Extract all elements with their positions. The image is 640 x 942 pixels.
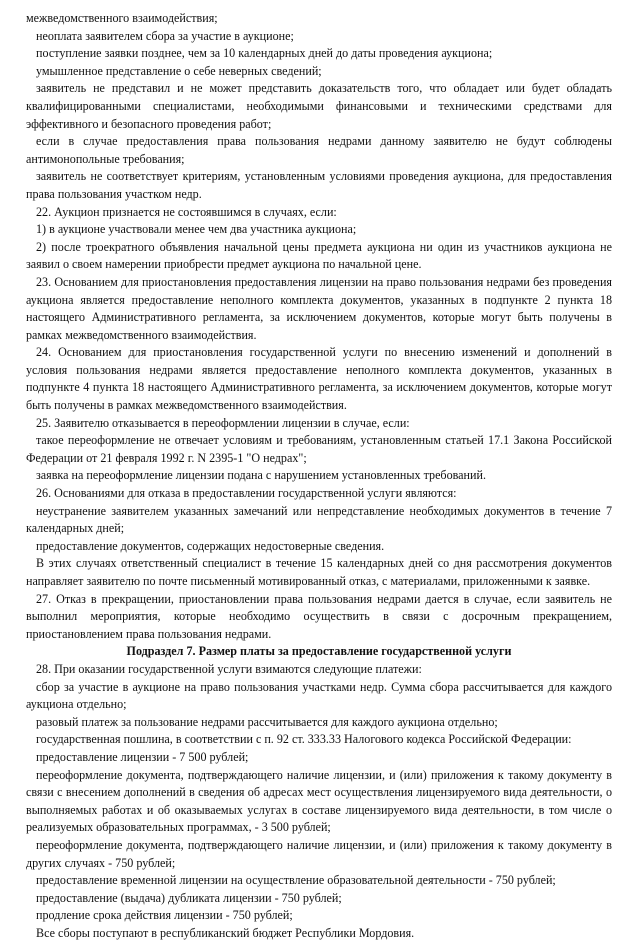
paragraph: 27. Отказ в прекращении, приостановлении права пользования недрами дается в случае, если заявитель не выполнил мероприятия, которые необходимо осуществить в связи с досрочным прекращением, приостановлением права пользования недрами. bbox=[26, 591, 612, 641]
paragraph: 1) в аукционе участвовали менее чем два участника аукциона; bbox=[36, 222, 357, 237]
paragraph: заявитель не представил и не может представить доказательств того, что обладает или будет обладать квалифицированными специалистами, необходимыми финансовыми и техническими средствами для эффективного и безопасного проведения работ; bbox=[26, 81, 612, 131]
paragraph: предоставление документов, содержащих недостоверные сведения. bbox=[36, 538, 385, 553]
paragraph: такое переоформление не отвечает условиям и требованиям, установленным статьей 17.1 Закона Российской Федерации от 21 февраля 1992 г. N 2395-1 "О недрах"; bbox=[26, 433, 612, 465]
paragraph: заявитель не соответствует критериям, установленным условиями проведения аукциона, для предоставления права пользования участком недр. bbox=[26, 169, 612, 201]
paragraph: предоставление (выдача) дубликата лицензии - 750 рублей; bbox=[36, 890, 342, 905]
paragraph: неустранение заявителем указанных замечаний или непредставление необходимых документов в течение 7 календарных дней; bbox=[26, 503, 612, 536]
paragraph: государственная пошлина, в соответствии с п. 92 ст. 333.33 Налогового кодекса Российской Федерации: bbox=[36, 732, 572, 747]
paragraph: продление срока действия лицензии - 750 рублей; bbox=[36, 908, 293, 923]
paragraph: межведомственного взаимодействия; bbox=[26, 11, 218, 25]
paragraph: предоставление временной лицензии на осуществление образовательной деятельности - 750 рублей; bbox=[36, 873, 556, 888]
paragraph: В этих случаях ответственный специалист в течение 15 календарных дней со дня рассмотрения документов направляет заявителю по почте письменный мотивированный отказ, с материалами, приложенными к заявке. bbox=[26, 556, 612, 588]
paragraph: неоплата заявителем сбора за участие в аукционе; bbox=[36, 28, 294, 43]
paragraph: предоставление лицензии - 7 500 рублей; bbox=[36, 749, 249, 764]
paragraph: Все сборы поступают в республиканский бюджет Республики Мордовия. bbox=[36, 925, 415, 940]
paragraph: 28. При оказании государственной услуги взимаются следующие платежи: bbox=[36, 661, 422, 676]
subsection-heading: Подраздел 7. Размер платы за предоставление государственной услуги bbox=[126, 644, 512, 659]
paragraph: сбор за участие в аукционе на право пользования участками недр. Сумма сбора рассчитывается для каждого аукциона отдельно; bbox=[26, 679, 612, 712]
paragraph: 24. Основанием для приостановления государственной услуги по внесению изменений и дополнений в условия пользования недрами является предоставление неполного комплекта документов, указанных в подпункте 4 пункта 18 настоящего Административного регламента, за исключением документов, которые могут быть получены в рамках межведомственного взаимодействия. bbox=[26, 345, 612, 413]
paragraph: если в случае предоставления права пользования недрами данному заявителю не будут соблюдены антимонопольные требования; bbox=[26, 134, 612, 166]
paragraph: 23. Основанием для приостановления предоставления лицензии на право пользования недрами без проведения аукциона является предоставление неполного комплекта документов, указанных в подпункте 2 пункта 18 настоящего Административного регламента, за исключением документов, которые могут быть получены в рамках межведомственного взаимодействия. bbox=[26, 274, 612, 342]
paragraph: переоформление документа, подтверждающего наличие лицензии, и (или) приложения к такому документу в связи с внесением дополнений в сведения об адресах мест осуществления лицензируемого вида деятельности, о выполняемых работах и об оказываемых услугах в составе лицензируемого вида деятельности, в том числе о реализуемых образовательных программах, - 3 500 рублей; bbox=[26, 767, 612, 835]
paragraph: 25. Заявителю отказывается в переоформлении лицензии в случае, если: bbox=[36, 415, 410, 430]
paragraph: 22. Аукцион признается не состоявшимся в случаях, если: bbox=[36, 204, 337, 219]
paragraph: поступление заявки позднее, чем за 10 календарных дней до даты проведения аукциона; bbox=[36, 46, 493, 61]
paragraph: заявка на переоформление лицензии подана с нарушением установленных требований. bbox=[36, 468, 486, 483]
paragraph: переоформление документа, подтверждающего наличие лицензии, и (или) приложения к такому документу в других случаях - 750 рублей; bbox=[26, 837, 612, 870]
paragraph: 2) после троекратного объявления начальной цены предмета аукциона ни один из участников аукциона не заявил о своем намерении приобрести предмет аукциона по начальной цене. bbox=[26, 239, 612, 272]
paragraph: разовый платеж за пользование недрами рассчитывается для каждого аукциона отдельно; bbox=[36, 714, 498, 729]
paragraph: 26. Основаниями для отказа в предоставлении государственной услуги являются: bbox=[36, 486, 457, 501]
paragraph: умышленное представление о себе неверных сведений; bbox=[36, 63, 322, 78]
